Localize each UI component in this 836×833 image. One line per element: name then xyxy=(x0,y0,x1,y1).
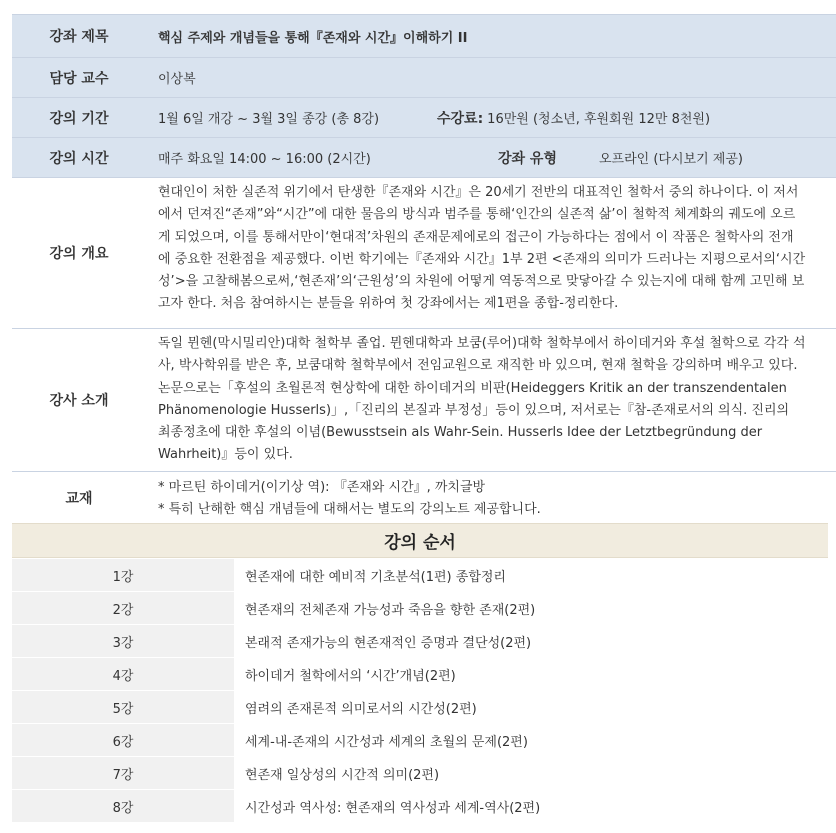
order-number: 6강 xyxy=(12,724,234,756)
order-number: 5강 xyxy=(12,691,234,723)
order-number: 7강 xyxy=(12,757,234,789)
summary-line: 에 중요한 전환점을 제공했다. 이번 학기에는『존재와 시간』1부 2편 <존재의 의미가 드러나는 지평으로서의‘시간 xyxy=(158,251,806,267)
period-label: 강의 기간 xyxy=(49,110,109,127)
course-order-table xyxy=(12,559,836,823)
time-type-cell xyxy=(146,138,836,177)
lecturer-line: 최종정초에 대한 후설의 이념(Bewusstsein als Wahr-Sein. Husserls Idee der Letztbegründung der xyxy=(158,425,763,441)
textbook-text xyxy=(146,472,836,524)
order-number: 4강 xyxy=(12,658,234,690)
summary-line: 게 되었으며, 이를 통해서만이‘현대적’차원의 존재문제에로의 접근이 가능하다는 점에서 이 작품은 철학사의 전개 xyxy=(158,229,794,245)
professor-row xyxy=(12,58,836,98)
textbook-row xyxy=(12,472,836,524)
time-label: 강의 시간 xyxy=(49,150,109,167)
order-number: 8강 xyxy=(12,790,234,822)
summary-line: 고자 한다. 처음 참여하시는 분들을 위하여 첫 강좌에서는 제1편을 종합-정리한다. xyxy=(158,296,619,312)
lecturer-line: Wahrheit)』등이 있다. xyxy=(158,447,293,463)
lecturer-text xyxy=(146,329,836,471)
summary-line: 에서 던져진“존재”와“시간”에 대한 물음의 방식과 범주를 통해‘인간의 실존적 삶’이 철학적 체계화의 궤도에 오르 xyxy=(158,207,796,223)
professor-value: 이상복 xyxy=(158,72,196,87)
order-row xyxy=(12,592,836,625)
order-title: 염려의 존재론적 의미로서의 시간성(2편) xyxy=(234,691,836,723)
fee-label: 수강료: xyxy=(437,110,484,127)
order-title: 하이데거 철학에서의 ‘시간’개념(2편) xyxy=(234,658,836,690)
lecturer-label: 강사 소개 xyxy=(49,393,109,409)
summary-line: 현대인이 처한 실존적 위기에서 탄생한『존재와 시간』은 20세기 전반의 대표적인 철학서 중의 하나이다. 이 저서 xyxy=(158,185,799,200)
summary-line: 성’>을 고찰해봄으로써,‘현존재’의‘근원성’의 차원에 어떻게 역동적으로 맞닿아갈 수 있는지에 대해 함께 고민해 보 xyxy=(158,274,805,290)
order-row xyxy=(12,658,836,691)
order-title: 현존재에 대한 예비적 기초분석(1편) 종합정리 xyxy=(234,559,836,591)
textbook-line: * 특히 난해한 핵심 개념들에 대해서는 별도의 강의노트 제공합니다. xyxy=(158,502,541,518)
order-row xyxy=(12,625,836,658)
type-label: 강좌 유형 xyxy=(498,150,557,167)
order-row xyxy=(12,790,836,823)
order-row xyxy=(12,691,836,724)
type-value: 오프라인 (다시보기 제공) xyxy=(599,152,743,167)
order-row xyxy=(12,757,836,790)
time-value: 매주 화요일 14:00 ~ 16:00 (2시간) xyxy=(158,152,371,167)
summary-label: 강의 개요 xyxy=(49,246,109,262)
lecturer-row xyxy=(12,329,836,472)
time-row xyxy=(12,138,836,178)
order-number: 2강 xyxy=(12,592,234,624)
textbook-label: 교재 xyxy=(65,491,93,507)
order-number: 3강 xyxy=(12,625,234,657)
professor-label: 담당 교수 xyxy=(49,70,109,87)
order-title: 현존재의 전체존재 가능성과 죽음을 향한 존재(2편) xyxy=(234,592,836,624)
course-title-row xyxy=(12,15,836,58)
summary-text xyxy=(146,178,836,328)
period-value: 1월 6일 개강 ~ 3월 3일 종강 (총 8강) xyxy=(158,112,380,127)
course-title-value: 핵심 주제와 개념들을 통해『존재와 시간』이해하기 II xyxy=(158,30,468,46)
order-title: 시간성과 역사성: 현존재의 역사성과 세계-역사(2편) xyxy=(234,790,836,822)
period-row xyxy=(12,98,836,138)
order-title: 본래적 존재가능의 현존재적인 증명과 결단성(2편) xyxy=(234,625,836,657)
order-title: 세계-내-존재의 시간성과 세계의 초월의 문제(2편) xyxy=(234,724,836,756)
lecturer-line: 독일 뮌헨(막시밀리안)대학 철학부 졸업. 뮌헨대학과 보쿰(루어)대학 철학부에서 하이데거와 후설 철학으로 각각 석 xyxy=(158,336,806,351)
textbook-line: * 마르틴 하이데거(이기상 역): 『존재와 시간』, 까치글방 xyxy=(158,480,486,495)
order-row xyxy=(12,559,836,592)
summary-row xyxy=(12,178,836,329)
period-fee-cell xyxy=(146,98,836,137)
lecturer-line: 논문으로는「후설의 초월론적 현상학에 대한 하이데거의 비판(Heideggers Kritik an der transzendentalen xyxy=(158,380,787,396)
order-row xyxy=(12,724,836,757)
course-info-table xyxy=(12,14,836,524)
order-number: 1강 xyxy=(12,559,234,591)
fee-value: 16만원 (청소년, 후원회원 12만 8천원) xyxy=(487,112,711,127)
order-title: 현존재 일상성의 시간적 의미(2편) xyxy=(234,757,836,789)
lecturer-line: 사, 박사학위를 받은 후, 보쿰대학 철학부에서 전임교원으로 재직한 바 있으며, 현재 철학을 강의하며 배우고 있다. xyxy=(158,358,798,374)
course-order-heading: 강의 순서 xyxy=(12,523,828,558)
course-title-label: 강좌 제목 xyxy=(49,29,109,45)
lecturer-line: Phänomenologie Husserls)」,「진리의 본질과 부정성」등이 있으며, 저서로는『참-존재로서의 의식. 진리의 xyxy=(158,402,790,418)
